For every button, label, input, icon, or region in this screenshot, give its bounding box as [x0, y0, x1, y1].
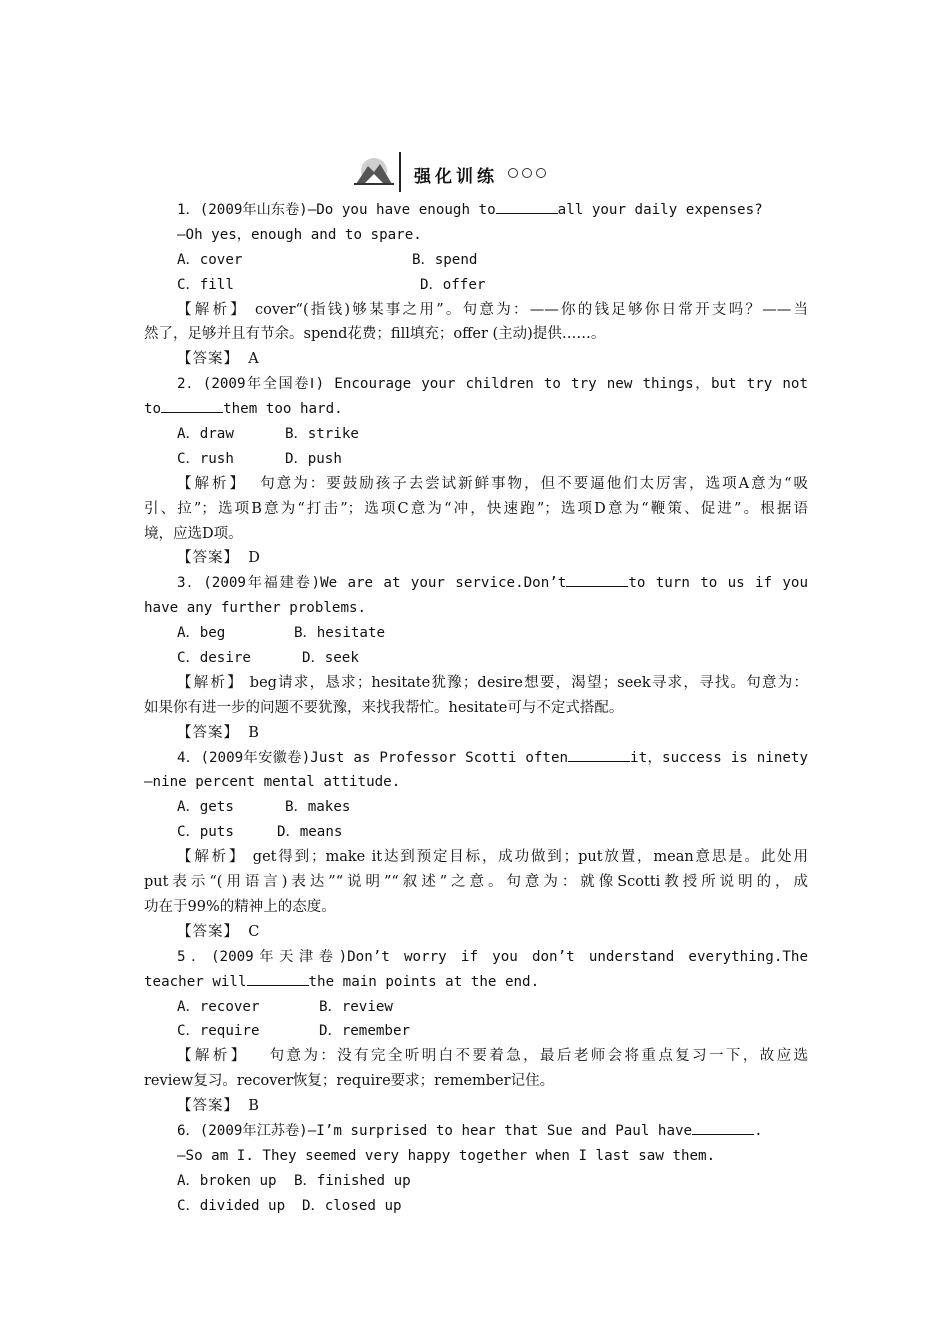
question-1-answer: 【答案】 A — [177, 351, 259, 368]
header-title: 强化训练 — [414, 167, 498, 187]
question-1-line: 1．(2009年山东卷)—Do you have enough to all your daily expenses? — [144, 198, 808, 223]
question-6-options-ab — [144, 1169, 808, 1194]
option-a: A．beg — [177, 625, 226, 642]
question-3-analysis-1: 【解析】 beg请求，恳求；hesitate犹豫；desire想要，渴望；seek寻求，寻找。句意为： — [177, 674, 808, 691]
option-c: C．desire — [177, 650, 251, 667]
question-5-options-cd — [144, 1019, 808, 1044]
circle-icon — [522, 168, 532, 178]
question-2-line-2: to them too hard. — [144, 397, 808, 422]
question-5-options-ab — [144, 995, 808, 1020]
option-b: B．review — [319, 998, 393, 1015]
circle-icon — [508, 168, 518, 178]
option-a: A．draw — [177, 426, 234, 443]
question-2-analysis-3: 境，应选D项。 — [144, 525, 243, 542]
question-6-reply: —So am I. They seemed very happy together when I last saw them. — [177, 1147, 716, 1164]
question-6-line: 6．(2009年江苏卷)—I’m surprised to hear that Sue and Paul have . — [144, 1119, 808, 1144]
question-1-analysis-2: 然了，足够并且有节余。spend花费；fill填充；offer (主动)提供……。 — [144, 326, 606, 343]
question-2-line: 2．(2009年全国卷Ⅰ) Encourage your children to try new things，but try not — [177, 376, 808, 393]
option-a: A．recover — [177, 998, 260, 1015]
question-4-line-2: —nine percent mental attitude. — [144, 774, 401, 791]
option-d: D．remember — [319, 1023, 411, 1040]
section-header — [354, 152, 574, 192]
option-b: B．strike — [285, 426, 359, 443]
question-5-analysis-2: review复习。recover恢复；require要求；remember记住。 — [144, 1073, 555, 1090]
question-4-line: 4．(2009年安徽卷)Just as Professor Scotti often it，success is ninety — [144, 746, 808, 771]
option-a: A．gets — [177, 799, 234, 816]
option-c: C．divided up — [177, 1197, 286, 1214]
answer-blank — [692, 1120, 754, 1135]
option-b: B．makes — [285, 799, 351, 816]
question-3-options-cd — [144, 646, 808, 671]
question-1-options-ab — [144, 248, 808, 273]
question-4-analysis-3: 功在于99%的精神上的态度。 — [144, 898, 336, 915]
option-d: D．offer — [420, 276, 486, 293]
question-5-line: 5．(2009年天津卷)Don’t worry if you don’t understand everything.The — [177, 948, 808, 965]
option-b: B．hesitate — [294, 625, 386, 642]
question-3-line-2: have any further problems. — [144, 600, 367, 617]
question-5-line-2: teacher will the main points at the end. — [144, 970, 808, 995]
question-4-analysis-2: put表示“(用语言)表达”“说明”“叙述”之意。句意为：就像Scotti教授所说明的，成 — [144, 874, 808, 891]
option-a: A．cover — [177, 251, 243, 268]
question-5-analysis-1: 【解析】 句意为：没有完全听明白不要着急，最后老师会将重点复习一下，故应选 — [177, 1048, 808, 1065]
option-c: C．rush — [177, 450, 234, 467]
question-1-options-cd — [144, 273, 808, 298]
question-2-options-cd — [144, 447, 808, 472]
question-2-analysis-2: 引、拉”；选项B意为“打击”；选项C意为“冲，快速跑”；选项D意为“鞭策、促进”。根据语 — [144, 500, 808, 517]
answer-blank — [161, 398, 223, 413]
question-2-options-ab — [144, 422, 808, 447]
option-d: D．push — [285, 450, 342, 467]
question-3-analysis-2: 如果你有进一步的问题不要犹豫，来找我帮忙。hesitate可与不定式搭配。 — [144, 699, 624, 716]
question-5-answer: 【答案】 B — [177, 1098, 259, 1115]
question-3-answer: 【答案】 B — [177, 724, 259, 741]
question-3-options-ab — [144, 621, 808, 646]
option-a: A．broken up — [177, 1172, 277, 1189]
option-b: B．spend — [412, 251, 478, 268]
answer-blank — [247, 971, 309, 986]
option-b: B．finished up — [294, 1172, 411, 1189]
header-divider — [399, 152, 401, 192]
answer-blank — [568, 747, 630, 762]
answer-blank — [566, 572, 628, 587]
option-c: C．puts — [177, 824, 234, 841]
question-6-options-cd — [144, 1194, 808, 1219]
option-d: D．seek — [302, 650, 359, 667]
question-1-analysis-1: 【解析】 cover“(指钱)够某事之用”。句意为：——你的钱足够你日常开支吗？——当 — [177, 301, 808, 318]
question-4-answer: 【答案】 C — [177, 923, 260, 940]
question-2-analysis-1: 【解析】 句意为：要鼓励孩子去尝试新鲜事物，但不要逼他们太厉害，选项A意为“吸 — [177, 475, 808, 492]
option-d: D．closed up — [302, 1197, 402, 1214]
circle-icon — [536, 168, 546, 178]
answer-blank — [496, 199, 558, 214]
option-c: C．fill — [177, 276, 234, 293]
exercise-content — [144, 198, 808, 1219]
mountain-logo-icon — [354, 156, 394, 186]
question-4-options-ab — [144, 795, 808, 820]
question-4-analysis-1: 【解析】 get得到；make it达到预定目标，成功做到；put放置，mean意思是。此处用 — [177, 849, 808, 866]
question-3-line: 3．(2009年福建卷)We are at your service.Don’t to turn to us if you — [144, 571, 808, 596]
option-c: C．require — [177, 1023, 260, 1040]
header-circles — [508, 168, 546, 178]
option-d: D．means — [277, 824, 343, 841]
question-4-options-cd — [144, 820, 808, 845]
question-1-reply: —Oh yes，enough and to spare. — [177, 226, 422, 243]
question-2-answer: 【答案】 D — [177, 550, 260, 567]
